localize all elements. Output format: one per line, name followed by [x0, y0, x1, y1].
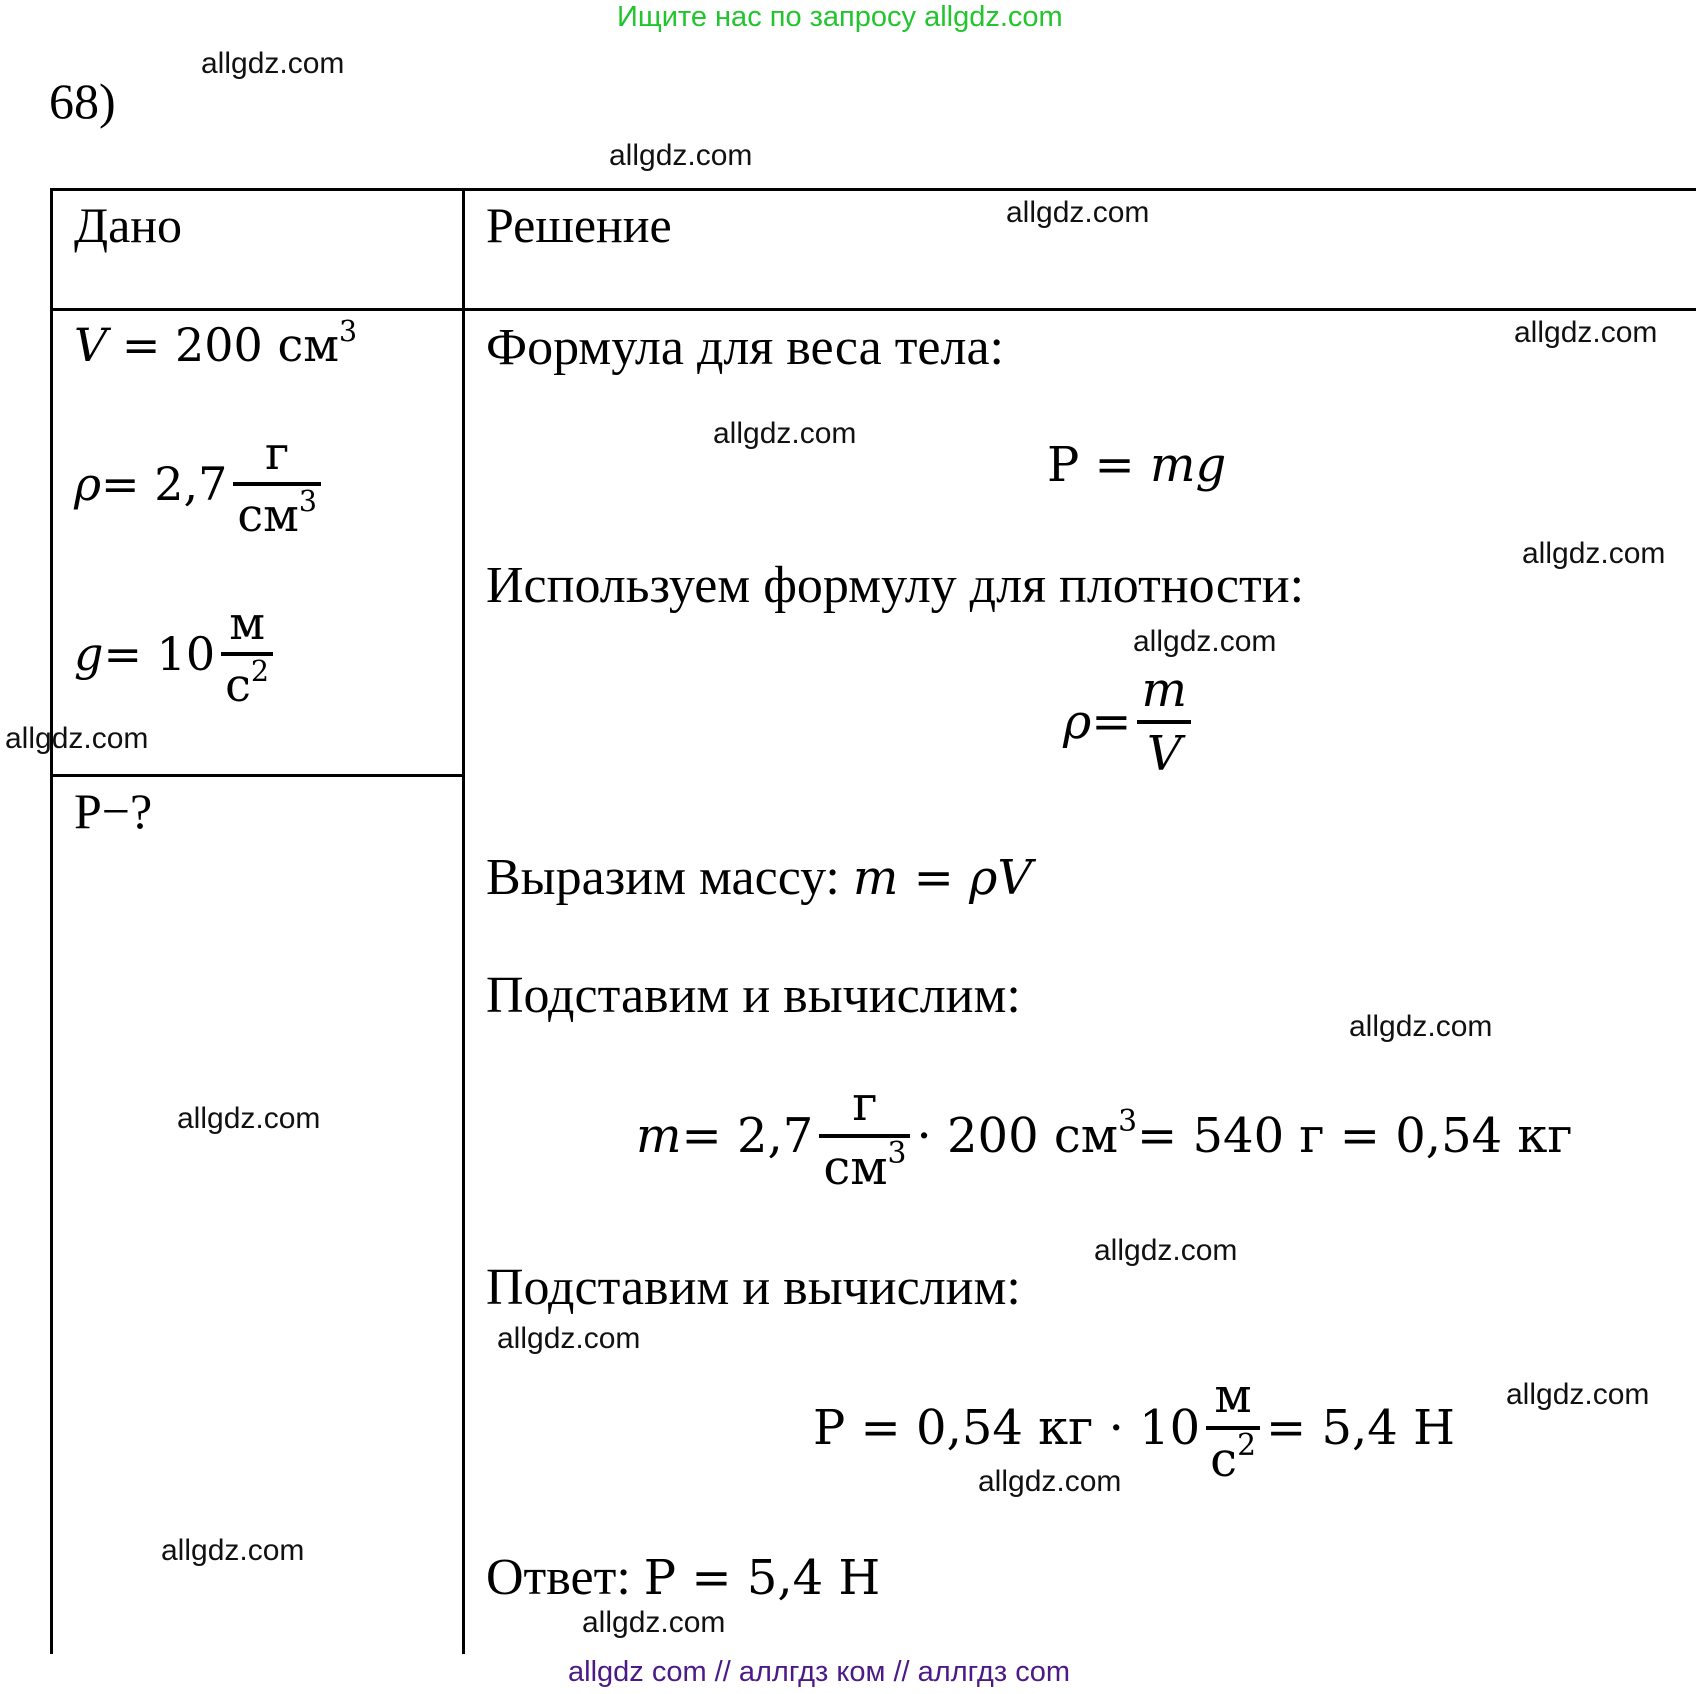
denominator: $см^3$ [823, 1136, 907, 1196]
unit-numerator: м [229, 596, 265, 650]
mass-expression-formula: m = ρV [852, 850, 1032, 906]
given-density-unit [233, 426, 321, 542]
gravity-unit [1206, 1368, 1260, 1488]
watermark: allgdz.com [177, 1102, 321, 1135]
formula-density-lhs: ρ [1063, 694, 1092, 750]
given-gravity [74, 596, 279, 712]
given-gravity-value: = 10 [103, 627, 216, 681]
watermark: allgdz.com [1506, 1378, 1650, 1411]
answer [486, 1548, 880, 1607]
watermark: allgdz.com [609, 139, 753, 172]
given-volume-value: = 200 см [107, 318, 339, 372]
table-left-border [50, 188, 53, 1654]
denominator: $с^2$ [1210, 1428, 1256, 1488]
denominator: V [1146, 726, 1182, 782]
table-top-border [50, 188, 1696, 191]
table-column-divider [462, 188, 465, 1654]
watermark: allgdz.com [201, 47, 345, 80]
given-volume-exp: 3 [339, 315, 358, 349]
formula-weight-rhs: mg [1150, 437, 1227, 493]
find-quantity: P−? [74, 783, 153, 839]
problem-number: 68) [49, 73, 116, 129]
solution-header: Решение [486, 197, 672, 253]
formula-mass-calculation [636, 1076, 1573, 1196]
formula-density [1063, 662, 1197, 782]
unit-denominator: $см^3$ [237, 485, 318, 542]
watermark: allgdz.com [1349, 1010, 1493, 1043]
given-header: Дано [74, 197, 183, 253]
solution-line-substitute-2: Подставим и вычислим: [486, 1259, 1021, 1316]
watermark: allgdz.com [1133, 625, 1277, 658]
mass-result: = 540 г = 0,54 кг [1137, 1108, 1573, 1164]
given-density-var: ρ [74, 457, 102, 511]
formula-weight-calculation [813, 1368, 1455, 1488]
equals-sign: = [1091, 694, 1132, 750]
given-density-value: = 2,7 [101, 457, 228, 511]
watermark: allgdz.com [161, 1534, 305, 1567]
formula-weight-lhs: P = [1047, 437, 1151, 493]
volume-term: · 200 $см^3$ [916, 1104, 1138, 1164]
numerator: г [852, 1076, 878, 1132]
weight-result: = 5,4 Н [1266, 1400, 1455, 1456]
given-volume [74, 315, 358, 372]
table-header-divider [50, 308, 1696, 311]
watermark: allgdz.com [5, 722, 149, 755]
mass-expression-label: Выразим массу: [486, 849, 853, 906]
watermark: allgdz.com [497, 1322, 641, 1355]
watermark: allgdz.com [978, 1465, 1122, 1498]
watermark: allgdz.com [713, 417, 857, 450]
mass-var: m [636, 1108, 682, 1164]
watermark: allgdz.com [1514, 316, 1658, 349]
watermark: allgdz.com [1522, 537, 1666, 570]
solution-line-density-formula: Используем формулу для плотности: [486, 557, 1305, 614]
solution-line-mass-expression [486, 848, 1032, 907]
given-gravity-var: g [74, 627, 104, 681]
solution-line-weight-formula: Формула для веса тела: [486, 319, 1004, 376]
weight-calc-start: P = 0,54 кг · 10 [813, 1400, 1201, 1456]
unit-denominator: $с^2$ [225, 655, 270, 712]
numerator: m [1141, 662, 1187, 718]
answer-label: Ответ: [486, 1549, 644, 1606]
unit-numerator: г [265, 426, 290, 480]
formula-weight [1047, 437, 1226, 493]
top-banner: Ищите нас по запросу allgdz.com [617, 1, 1063, 33]
given-volume-var: V [74, 318, 108, 372]
density-value: = 2,7 [681, 1108, 814, 1164]
density-unit [819, 1076, 910, 1196]
numerator: м [1214, 1368, 1252, 1424]
given-density [74, 426, 327, 542]
watermark: allgdz.com [582, 1606, 726, 1639]
bottom-banner: allgdz com // аллгдз ком // аллгдз com [568, 1656, 1070, 1688]
given-find-divider [50, 774, 464, 777]
fraction-bar [1137, 720, 1191, 724]
watermark: allgdz.com [1006, 196, 1150, 229]
watermark: allgdz.com [1094, 1234, 1238, 1267]
answer-value: P = 5,4 Н [643, 1550, 881, 1606]
given-gravity-unit [221, 596, 273, 712]
solution-line-substitute-1: Подставим и вычислим: [486, 967, 1021, 1024]
fraction-m-over-v [1137, 662, 1191, 782]
